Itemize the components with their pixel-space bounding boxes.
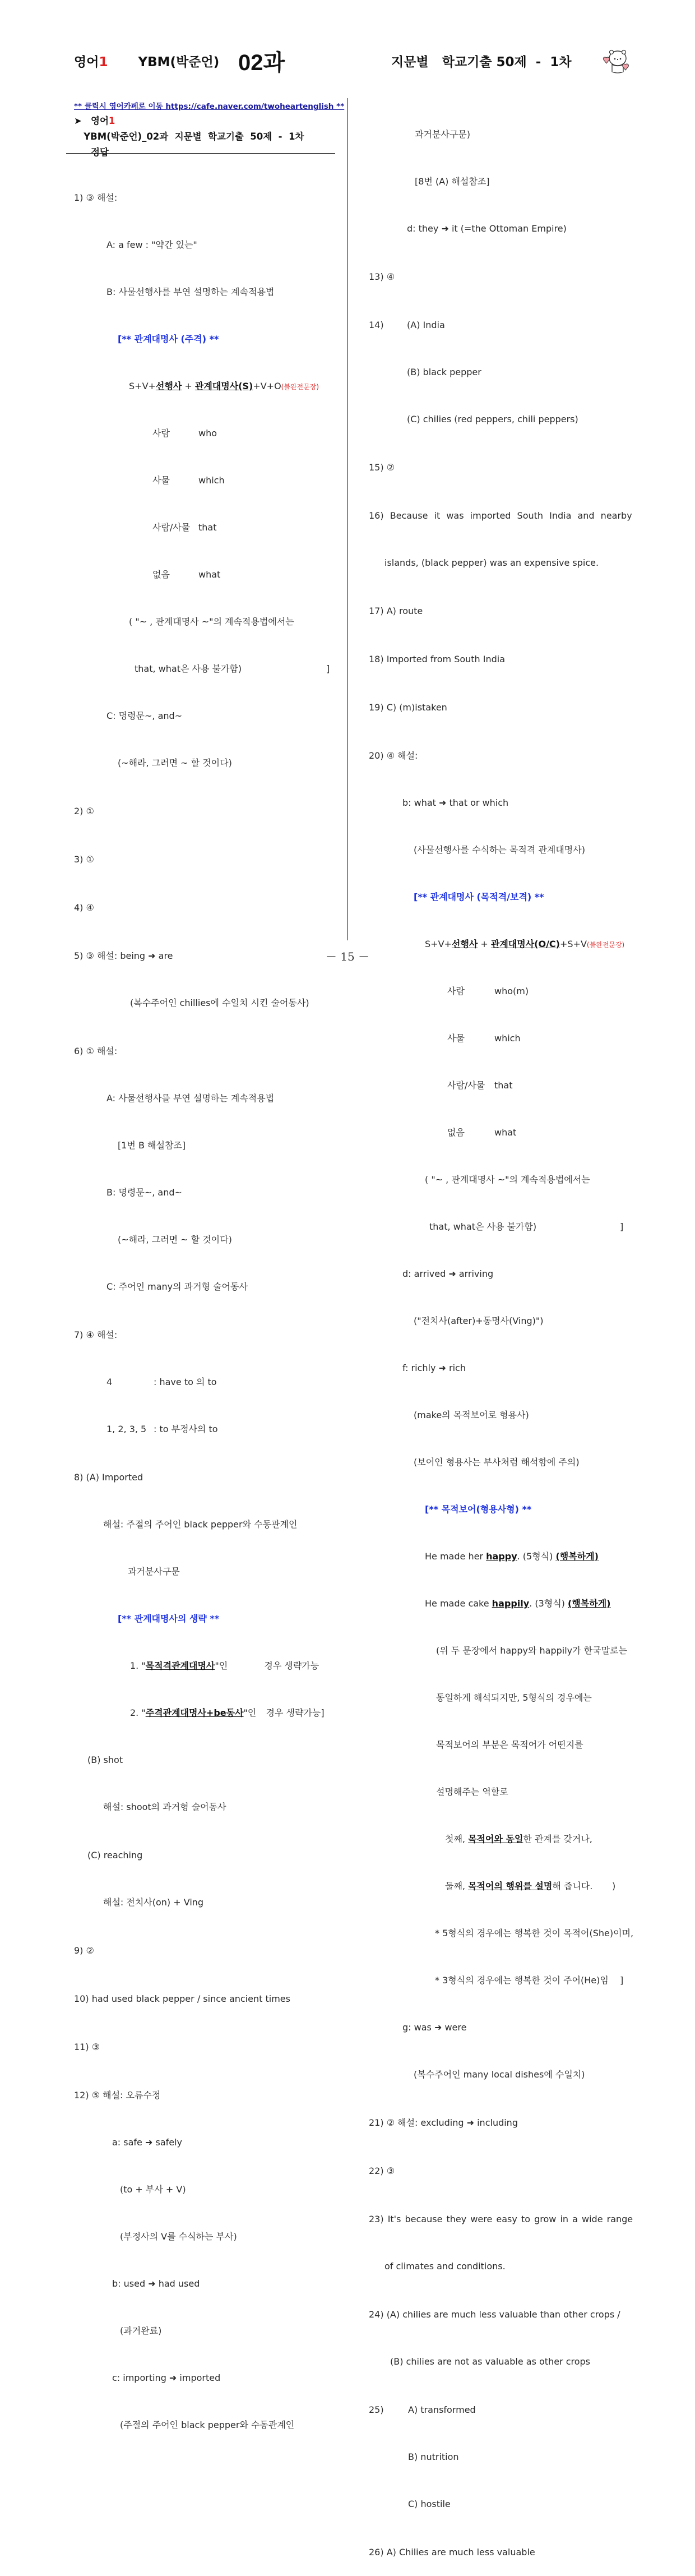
lesson-title: 02과 xyxy=(238,50,285,75)
rule-tail: 경우 생략가능] xyxy=(266,1707,325,1718)
row-key: 없음 xyxy=(447,1127,465,1138)
right-column xyxy=(369,95,632,2576)
answer-12-d: d: they ➜ it (=the Ottoman Empire) xyxy=(407,223,567,234)
arrow-bullet-icon: ➤ xyxy=(74,116,82,126)
answer-20-f-note: (보어인 형용사는 부사처럼 해석함에 주의) xyxy=(414,1457,580,1467)
answer-14-c: (C) chilies (red peppers, chili peppers) xyxy=(407,414,578,424)
answer-20-f: f: richly ➜ rich xyxy=(402,1363,466,1373)
rule-post: "인 xyxy=(243,1707,257,1718)
answer-12-b: b: used ➜ had used xyxy=(112,2278,200,2289)
answer-20-b-note: (사물선행사를 수식하는 목적격 관계대명사) xyxy=(414,844,585,855)
answer-20-d-note: ("전치사(after)+동명사(Ving)") xyxy=(414,1315,544,1326)
formula-pre: S+V+ xyxy=(425,939,452,949)
exp-key: 목적어의 행위를 설명 xyxy=(468,1881,553,1891)
note xyxy=(369,1219,632,1235)
formula-relative: 관계대명사(O/C) xyxy=(490,939,560,949)
row-value: which xyxy=(198,475,225,486)
heading-rest: YBM(박준언)_02과 지문별 학교기출 50제 - 1차 xyxy=(74,131,304,142)
example-meaning: (행복하게) xyxy=(568,1598,611,1609)
bracket-close: ] xyxy=(620,1975,624,1986)
note: ( "~ , 관계대명사 ~"의 계속적용법에서는 xyxy=(425,1174,590,1185)
answer-18: 18) Imported from South India xyxy=(369,654,506,664)
answer-10: 10) had used black pepper / since ancient times xyxy=(74,1993,290,2004)
example-meaning: (행복하게) xyxy=(555,1551,599,1562)
row-value: : to 부정사의 to xyxy=(154,1424,218,1434)
exp-key: 목적어와 동일 xyxy=(468,1834,523,1844)
table-row xyxy=(369,1125,632,1141)
answer-17: 17) A) route xyxy=(369,606,423,616)
header-title: 지문별 학교기출 50제 - 1차 xyxy=(391,55,572,70)
table-row xyxy=(74,426,337,441)
formula-plus: + xyxy=(182,381,195,391)
bracket-close: ] xyxy=(620,1221,624,1232)
rule-key: 주격관계대명사+be동사 xyxy=(145,1707,244,1718)
answer-23-cont: of climates and conditions. xyxy=(384,2261,506,2272)
formula-post: +V+O xyxy=(253,381,281,391)
answer-14-b: (B) black pepper xyxy=(407,367,481,377)
answer-12-c-note: (주절의 주어인 black pepper와 수동관계인 xyxy=(120,2420,295,2430)
answer-7-row xyxy=(74,1374,337,1390)
answer-13: 13) ④ xyxy=(369,271,395,282)
example-sentence xyxy=(369,1549,632,1564)
table-row xyxy=(74,473,337,488)
heading-cont: 정답 xyxy=(91,147,109,158)
formula-note: (불완전문장) xyxy=(281,383,319,391)
answer-8-exp: 해설: 주절의 주어인 black pepper와 수동관계인 xyxy=(103,1519,298,1530)
answer-5: 5) ③ 해설: being ➜ are xyxy=(74,950,173,961)
exp-pre: 둘째, xyxy=(445,1881,469,1891)
answer-1-a: A: a few : "약간 있는" xyxy=(106,239,197,250)
example-key: happily xyxy=(492,1598,530,1609)
row-value: who xyxy=(198,428,217,438)
row-value: : have to 의 to xyxy=(154,1377,217,1387)
answer-20-g: g: was ➜ were xyxy=(402,2022,467,2033)
answer-14-a: (A) India xyxy=(407,320,445,330)
formula-antecedent: 선행사 xyxy=(155,381,182,391)
table-row xyxy=(74,520,337,535)
answer-20-b: b: what ➜ that or which xyxy=(402,797,509,808)
answer-6-a-note: [1번 B 해설참조] xyxy=(118,1140,186,1151)
answer-11: 11) ③ xyxy=(74,2042,100,2052)
grammar-box-title: [** 목적보어(형용사형) ** xyxy=(425,1504,532,1515)
answer-1-c-note: (~해라, 그러면 ~ 할 것이다) xyxy=(118,758,232,768)
row-value: that xyxy=(198,522,217,533)
left-column xyxy=(74,159,337,2449)
answer-12-a-note: (부정사의 V를 수식하는 부사) xyxy=(120,2231,237,2242)
row-value: that xyxy=(494,1080,513,1091)
answer-6-b: B: 명령문~, and~ xyxy=(106,1187,182,1198)
answer-25-c: C) hostile xyxy=(408,2499,451,2509)
answer-8-c: (C) reaching xyxy=(87,1850,143,1861)
example-key: happy xyxy=(486,1551,517,1562)
answer-num: 14) xyxy=(369,320,384,330)
paren-close: ) xyxy=(612,1881,616,1891)
explanation: 목적보어의 부분은 목적어가 어떤지를 xyxy=(436,1739,583,1750)
row-value: what xyxy=(494,1127,517,1138)
publisher-label: YBM(박준언) xyxy=(138,55,220,70)
row-key: 사람/사물 xyxy=(152,522,191,533)
answer-26: 26) A) Chilies are much less valuable xyxy=(369,2547,535,2557)
answer-12-c-note: 과거분사구문) xyxy=(415,129,470,140)
page-number: － 15 － xyxy=(325,950,370,963)
bear-with-hearts-icon xyxy=(601,46,634,75)
row-key: 사람 xyxy=(447,986,465,996)
example-post: . (5형식) xyxy=(517,1551,556,1562)
example-sentence xyxy=(369,1596,632,1612)
answer-16: 16) Because it was imported South India and nearby xyxy=(369,510,632,521)
formula-post: +S+V xyxy=(559,939,587,949)
rule-pre: 2. " xyxy=(130,1707,146,1718)
formula-antecedent: 선행사 xyxy=(451,939,478,949)
formula xyxy=(74,378,337,394)
explanation: 동일하게 해석되지만, 5형식의 경우에는 xyxy=(436,1692,592,1703)
answer-22: 22) ③ xyxy=(369,2166,395,2176)
rule-key: 목적격관계대명사 xyxy=(145,1660,215,1671)
bracket-close: ] xyxy=(326,663,330,674)
example-pre: He made her xyxy=(425,1551,486,1562)
answer-12: 12) ⑤ 해설: 오류수정 xyxy=(74,2090,161,2100)
answer-12-c: c: importing ➜ imported xyxy=(112,2372,221,2383)
answer-1-c: C: 명령문~, and~ xyxy=(106,710,183,721)
formula-relative: 관계대명사(S) xyxy=(194,381,253,391)
answer-8-c-exp: 해설: 전치사(on) + Ving xyxy=(103,1897,204,1908)
example-post: . (3형식) xyxy=(529,1598,568,1609)
answer-9: 9) ② xyxy=(74,1945,94,1956)
answer-1: 1) ③ 해설: xyxy=(74,192,118,203)
answer-19: 19) C) (m)istaken xyxy=(369,702,447,713)
answer-8: 8) (A) Imported xyxy=(74,1472,143,1483)
row-key: 없음 xyxy=(152,569,170,580)
exp-post: 해 줍니다. xyxy=(552,1881,593,1891)
answer-25 xyxy=(369,2402,632,2418)
row-value: what xyxy=(198,569,221,580)
grammar-box-title: [** 관계대명사의 생략 ** xyxy=(118,1613,220,1624)
note-text: that, what은 사용 불가함) xyxy=(429,1221,537,1232)
formula-pre: S+V+ xyxy=(129,381,156,391)
explanation xyxy=(369,1973,632,1988)
formula-plus: + xyxy=(478,939,491,949)
table-row xyxy=(369,1031,632,1046)
row-key: 사물 xyxy=(447,1033,465,1044)
grammar-box-title: [** 관계대명사 (목적격/보격) ** xyxy=(414,892,544,902)
answer-6-b-note: (~해라, 그러면 ~ 할 것이다) xyxy=(118,1234,232,1245)
row-key: 사람 xyxy=(152,428,170,438)
answer-6: 6) ① 해설: xyxy=(74,1046,118,1056)
explanation: 설명해주는 역할로 xyxy=(436,1786,508,1797)
row-key: 사람/사물 xyxy=(447,1080,485,1091)
rule-row xyxy=(74,1705,337,1721)
rule-row xyxy=(74,1658,337,1674)
explanation xyxy=(369,1878,632,1894)
answer-23: 23) It's because they were easy to grow in a wide range xyxy=(369,2214,633,2224)
answer-25-a: A) transformed xyxy=(408,2404,476,2415)
answer-1-b: B: 사물선행사를 부연 설명하는 계속적용법 xyxy=(106,287,275,297)
rule-tail: 경우 생략가능 xyxy=(264,1660,319,1671)
heading-subject: 영어 xyxy=(91,116,109,126)
answer-12-a: a: safe ➜ safely xyxy=(112,2137,183,2148)
answer-20-g-note: (복수주어인 many local dishes에 수일치) xyxy=(414,2069,585,2080)
divider xyxy=(66,153,335,154)
rule-pre: 1. " xyxy=(130,1660,146,1671)
answer-20-f-note: (make의 목적보어로 형용사) xyxy=(414,1410,529,1420)
note xyxy=(74,661,337,677)
row-key: 4 xyxy=(106,1377,113,1387)
explanation: * 5형식의 경우에는 행복한 것이 목적어(She)이며, xyxy=(435,1928,634,1938)
rule-post: "인 xyxy=(215,1660,228,1671)
column-divider xyxy=(347,98,348,940)
example-pre: He made cake xyxy=(425,1598,492,1609)
answer-21: 21) ② 해설: excluding ➜ including xyxy=(369,2117,518,2128)
table-row xyxy=(74,567,337,583)
row-value: which xyxy=(494,1033,521,1044)
answer-7: 7) ④ 해설: xyxy=(74,1329,118,1340)
answer-num: 25) xyxy=(369,2404,384,2415)
answer-8-exp: 과거분사구문 xyxy=(128,1566,180,1577)
answer-16-cont: islands, (black pepper) was an expensive spice. xyxy=(384,557,599,568)
explanation xyxy=(369,1831,632,1847)
heading-number: 1 xyxy=(108,116,115,126)
answer-15: 15) ② xyxy=(369,462,395,473)
row-key: 사물 xyxy=(152,475,170,486)
answer-12-c-ref: [8번 (A) 해설참조] xyxy=(415,176,490,187)
note: ( "~ , 관계대명사 ~"의 계속적용법에서는 xyxy=(129,616,294,627)
answer-6-a: A: 사물선행사를 부연 설명하는 계속적용법 xyxy=(106,1093,275,1104)
answer-6-c: C: 주어인 many의 과거형 술어동사 xyxy=(106,1281,248,1292)
exp-pre: 첫째, xyxy=(445,1834,469,1844)
answer-24: 24) (A) chilies are much less valuable than other crops / xyxy=(369,2309,620,2320)
answer-7-row xyxy=(74,1421,337,1437)
formula-note: (불완전문장) xyxy=(586,941,625,949)
answer-2: 2) ① xyxy=(74,806,94,816)
answer-12-a-note: (to + 부사 + V) xyxy=(120,2184,186,2195)
row-key: 1, 2, 3, 5 xyxy=(106,1424,147,1434)
subject-number: 1 xyxy=(99,55,108,70)
answer-20: 20) ④ 해설: xyxy=(369,750,418,761)
exp-post: 한 관계를 갖거나, xyxy=(523,1834,592,1844)
answer-14 xyxy=(369,317,632,333)
answer-8-b: (B) shot xyxy=(87,1755,123,1765)
exp-text: * 3형식의 경우에는 행복한 것이 주어(He)임 xyxy=(435,1975,609,1986)
table-row xyxy=(369,1078,632,1093)
header-subject xyxy=(74,52,219,70)
table-row xyxy=(369,984,632,999)
answer-8-b-exp: 해설: shoot의 과거형 술어동사 xyxy=(103,1802,226,1812)
answer-5-note: (복수주어인 chillies에 수일치 시킨 술어동사) xyxy=(130,998,309,1008)
answer-3: 3) ① xyxy=(74,854,94,865)
answer-4: 4) ④ xyxy=(74,902,94,913)
answer-25-b: B) nutrition xyxy=(408,2452,459,2462)
note-text: that, what은 사용 불가함) xyxy=(135,663,242,674)
explanation: (위 두 문장에서 happy와 happily가 한국말로는 xyxy=(436,1645,627,1656)
subject-label: 영어 xyxy=(74,55,99,70)
answer-12-b-note: (과거완료) xyxy=(120,2325,162,2336)
cafe-link[interactable]: ** 클릭시 영어카페로 이동 https://cafe.naver.com/twoheartenglish ** xyxy=(74,102,345,111)
grammar-box-title: [** 관계대명사 (주격) ** xyxy=(118,334,219,344)
answer-20-d: d: arrived ➜ arriving xyxy=(402,1268,494,1279)
answer-24-cont: (B) chilies are not as valuable as other crops xyxy=(390,2356,590,2367)
row-value: who(m) xyxy=(494,986,529,996)
